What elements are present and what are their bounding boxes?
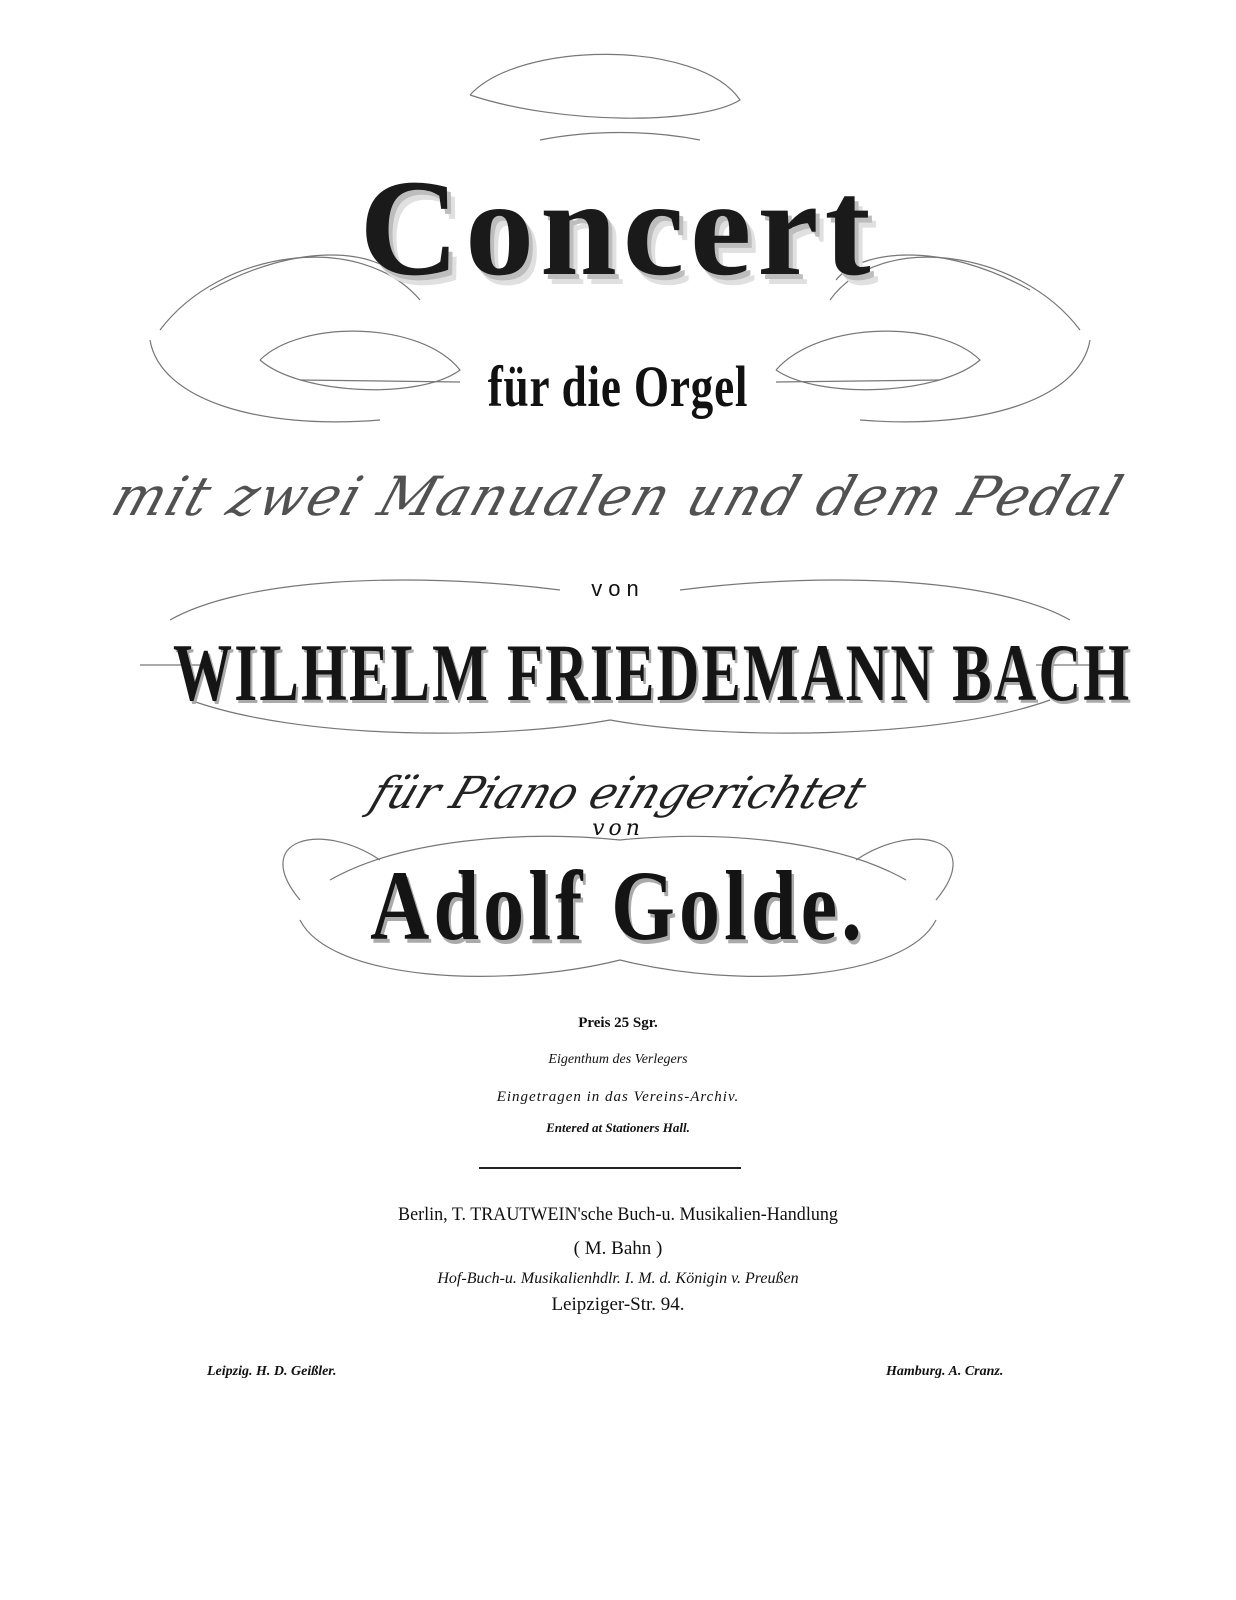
agent-hamburg: Hamburg. A. Cranz.	[886, 1364, 1004, 1379]
price: Preis 25 Sgr.	[578, 1015, 658, 1031]
publisher-court-title: Hof-Buch-u. Musikalienhdlr. I. M. d. Königin v. Preußen	[437, 1270, 799, 1287]
publisher-address: Leipziger-Str. 94.	[551, 1294, 685, 1315]
rights-owner: Eigenthum des Verlegers	[548, 1052, 688, 1067]
composer-name: WILHELM FRIEDEMANN BACH	[173, 627, 1132, 718]
arranger-name: Adolf Golde.	[370, 850, 866, 961]
rights-registered: Eingetragen in das Vereins-Archiv.	[496, 1089, 740, 1105]
agent-leipzig: Leipzig. H. D. Geißler.	[207, 1364, 337, 1379]
publisher-owner: ( M. Bahn )	[573, 1238, 663, 1259]
by-label-2: von	[592, 816, 644, 841]
by-label: von	[591, 576, 645, 601]
divider-rule	[479, 1167, 741, 1169]
main-title: Concert	[359, 151, 877, 304]
publisher-name: Berlin, T. TRAUTWEIN'sche Buch-u. Musikalien-Handlung	[398, 1204, 838, 1225]
subtitle-script: mit zwei Manualen und dem Pedal	[104, 465, 1132, 528]
arrangement-note: für Piano eingerichtet	[363, 768, 873, 819]
subtitle: für die Orgel	[487, 354, 749, 419]
rights-stationers: Entered at Stationers Hall.	[546, 1120, 690, 1135]
